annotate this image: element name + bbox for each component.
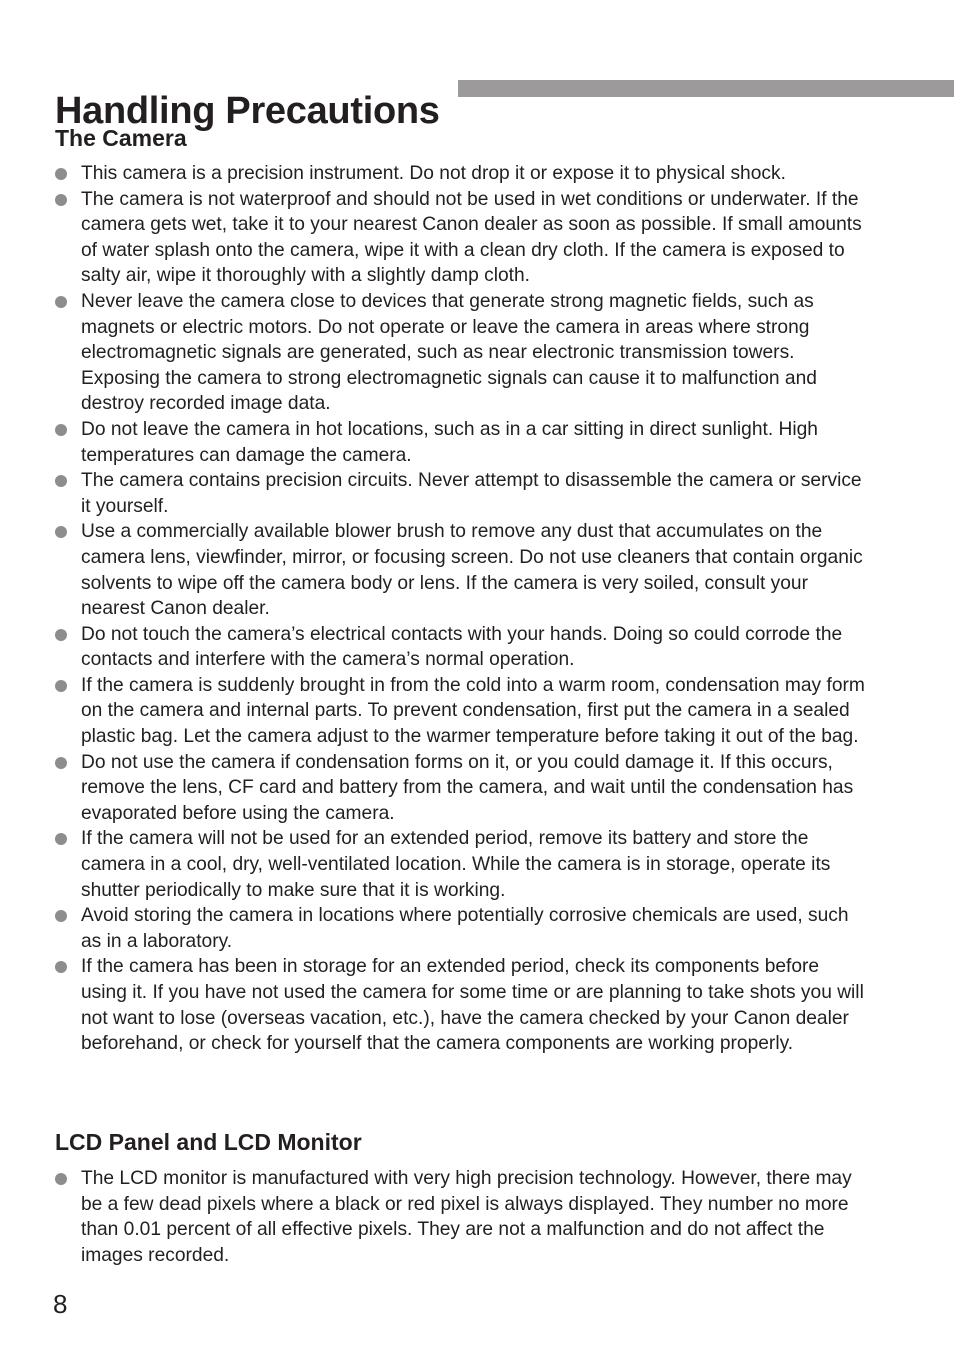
lcd-precautions-list	[55, 1166, 865, 1268]
bullet-icon	[55, 833, 67, 845]
list-item: Do not use the camera if condensation forms on it, or you could damage it. If this occurs, remove the lens, CF card and battery from the camera, and wait until the condensation has evaporated before using the camera.	[55, 750, 865, 827]
page-number: 8	[53, 1289, 68, 1319]
bullet-icon	[55, 961, 67, 973]
bullet-icon	[55, 168, 67, 180]
bullet-icon	[55, 424, 67, 436]
list-item: If the camera has been in storage for an extended period, check its components before using it. If you have not used the camera for some time or are planning to take shots you will not want to lose (overseas vacation, etc.), have the camera checked by your Canon dealer beforehand, or check for yourself that the camera components are working properly.	[55, 954, 865, 1056]
bullet-icon	[55, 680, 67, 692]
bullet-icon	[55, 1173, 67, 1185]
list-item: If the camera will not be used for an extended period, remove its battery and store the camera in a cool, dry, well-ventilated location. While the camera is in storage, operate its shutter periodically to make sure that it is working.	[55, 826, 865, 903]
list-item: Use a commercially available blower brush to remove any dust that accumulates on the camera lens, viewfinder, mirror, or focusing screen. Do not use cleaners that contain organic solvents to wipe off the camera body or lens. If the camera is very soiled, consult your nearest Canon dealer.	[55, 519, 865, 621]
bullet-icon	[55, 757, 67, 769]
section-heading-the-camera: The Camera	[55, 125, 187, 151]
camera-precautions-list	[55, 161, 865, 1057]
bullet-icon	[55, 475, 67, 487]
list-item: Never leave the camera close to devices that generate strong magnetic fields, such as magnets or electric motors. Do not operate or leave the camera in areas where strong electromagnetic signals are generated, such as near electronic transmission towers. Exposing the camera to strong electromagnetic signals can cause it to malfunction and destroy recorded image data.	[55, 289, 865, 417]
title-rule-bar	[458, 80, 954, 97]
list-item: If the camera is suddenly brought in from the cold into a warm room, condensation may form on the camera and internal parts. To prevent condensation, first put the camera in a sealed plastic bag. Let the camera adjust to the warmer temperature before taking it out of the bag.	[55, 673, 865, 750]
bullet-icon	[55, 629, 67, 641]
section-heading-lcd-panel: LCD Panel and LCD Monitor	[55, 1129, 362, 1155]
list-item: This camera is a precision instrument. Do not drop it or expose it to physical shock.	[55, 161, 865, 187]
bullet-icon	[55, 194, 67, 206]
list-item: Do not leave the camera in hot locations, such as in a car sitting in direct sunlight. High temperatures can damage the camera.	[55, 417, 865, 468]
list-item: The camera contains precision circuits. Never attempt to disassemble the camera or service it yourself.	[55, 468, 865, 519]
page-header	[55, 62, 954, 133]
list-item: The camera is not waterproof and should not be used in wet conditions or underwater. If the camera gets wet, take it to your nearest Canon dealer as soon as possible. If small amounts of water splash onto the camera, wipe it with a clean dry cloth. If the camera is exposed to salty air, wipe it thoroughly with a slightly damp cloth.	[55, 187, 865, 289]
list-item: Do not touch the camera’s electrical contacts with your hands. Doing so could corrode the contacts and interfere with the camera’s normal operation.	[55, 622, 865, 673]
list-item: The LCD monitor is manufactured with very high precision technology. However, there may be a few dead pixels where a black or red pixel is always displayed. They number no more than 0.01 percent of all effective pixels. They are not a malfunction and do not affect the images recorded.	[55, 1166, 865, 1268]
bullet-icon	[55, 910, 67, 922]
page-title: Handling Precautions	[55, 90, 440, 133]
list-item: Avoid storing the camera in locations where potentially corrosive chemicals are used, such as in a laboratory.	[55, 903, 865, 954]
bullet-icon	[55, 296, 67, 308]
bullet-icon	[55, 526, 67, 538]
